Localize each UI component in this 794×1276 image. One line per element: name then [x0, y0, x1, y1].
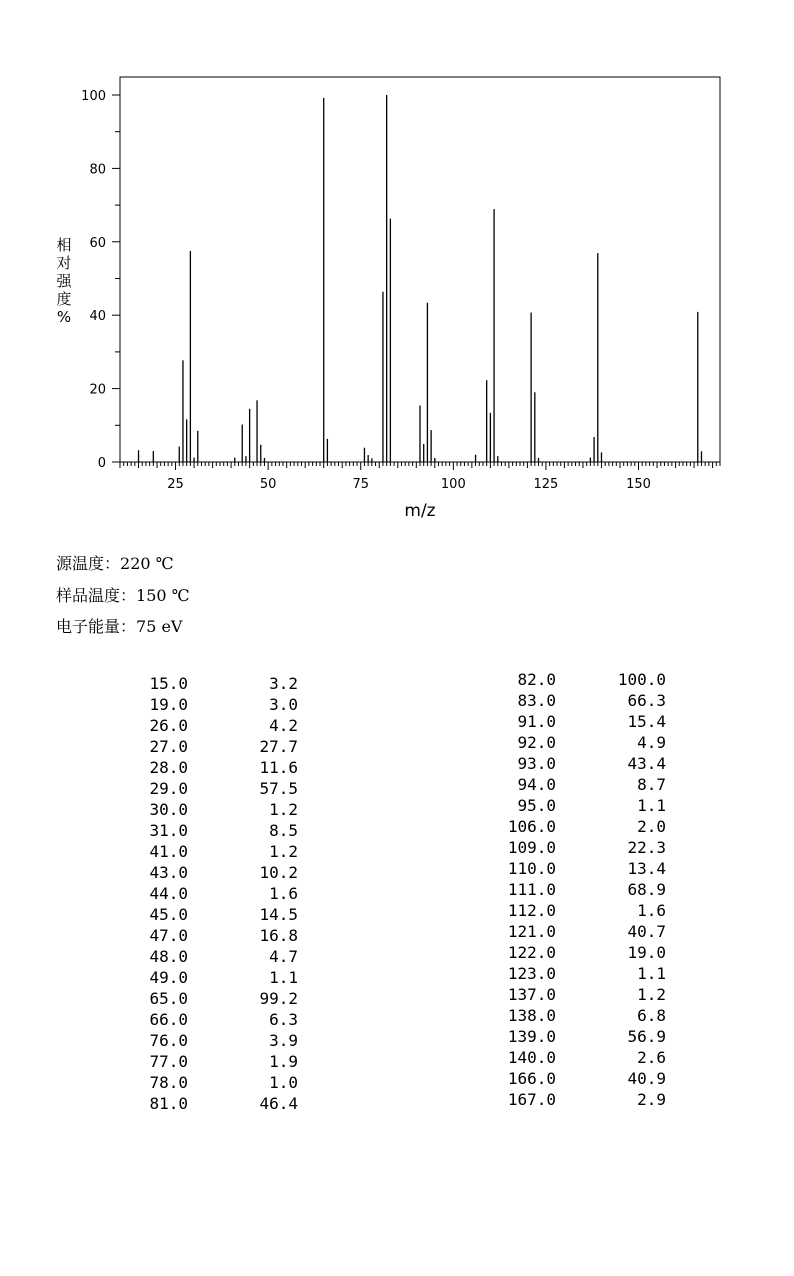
condition-label: 样品温度： [56, 586, 137, 605]
y-axis-label-char: 相 [56, 236, 72, 254]
peak-row [120, 1051, 320, 1072]
peak-mz: 82.0 [517, 670, 556, 689]
peak-mz: 83.0 [517, 691, 556, 710]
y-axis-label-char: 强 [56, 272, 72, 290]
peak-abundance: 3.0 [269, 695, 298, 714]
peak-abundance: 10.2 [259, 863, 298, 882]
peak-abundance: 1.6 [269, 884, 298, 903]
peak-mz: 140.0 [507, 1048, 556, 1067]
peak-abundance: 14.5 [259, 905, 298, 924]
peak-mz: 43.0 [149, 863, 188, 882]
peak-row [490, 921, 690, 942]
peak-abundance: 1.6 [637, 901, 666, 920]
condition-row [56, 614, 182, 637]
peak-mz: 91.0 [517, 712, 556, 731]
peak-abundance: 13.4 [627, 859, 666, 878]
peak-abundance: 1.2 [269, 842, 298, 861]
peak-abundance: 56.9 [627, 1027, 666, 1046]
x-tick-label: 25 [167, 477, 184, 492]
peak-mz: 137.0 [507, 985, 556, 1004]
peak-mz: 47.0 [149, 926, 188, 945]
peak-abundance: 3.9 [269, 1031, 298, 1050]
peak-mz: 106.0 [507, 817, 556, 836]
peak-row [120, 1072, 320, 1093]
peak-row [120, 841, 320, 862]
peak-mz: 138.0 [507, 1006, 556, 1025]
peak-mz: 48.0 [149, 947, 188, 966]
peak-row [490, 774, 690, 795]
peak-abundance: 11.6 [259, 758, 298, 777]
peak-mz: 77.0 [149, 1052, 188, 1071]
peak-mz: 93.0 [517, 754, 556, 773]
peak-abundance: 1.9 [269, 1052, 298, 1071]
peak-abundance: 6.3 [269, 1010, 298, 1029]
peak-abundance: 4.2 [269, 716, 298, 735]
peak-row [120, 799, 320, 820]
peak-abundance: 8.5 [269, 821, 298, 840]
peak-row [490, 984, 690, 1005]
condition-label: 电子能量： [56, 617, 137, 636]
x-axis-label: m/z [404, 501, 436, 521]
peak-row [120, 862, 320, 883]
peak-abundance: 66.3 [627, 691, 666, 710]
peak-row [120, 736, 320, 757]
peak-mz: 29.0 [149, 779, 188, 798]
y-axis-label-char: % [56, 308, 72, 326]
peak-row [120, 904, 320, 925]
peak-abundance: 1.1 [269, 968, 298, 987]
peak-abundance: 4.9 [637, 733, 666, 752]
peak-mz: 121.0 [507, 922, 556, 941]
y-tick-label: 0 [97, 456, 106, 471]
peak-mz: 44.0 [149, 884, 188, 903]
peak-row [120, 1030, 320, 1051]
peak-abundance: 68.9 [627, 880, 666, 899]
peak-abundance: 57.5 [259, 779, 298, 798]
peak-mz: 167.0 [507, 1090, 556, 1109]
peak-row [490, 1068, 690, 1089]
peak-row [490, 858, 690, 879]
peak-row [120, 715, 320, 736]
peak-mz: 30.0 [149, 800, 188, 819]
x-tick-label: 75 [352, 477, 370, 492]
peak-abundance: 46.4 [259, 1094, 298, 1113]
condition-label: 源温度： [56, 554, 121, 573]
x-tick-label: 50 [259, 477, 277, 492]
peak-abundance: 1.1 [637, 964, 666, 983]
peak-mz: 26.0 [149, 716, 188, 735]
peak-abundance: 1.2 [637, 985, 666, 1004]
peak-row [490, 1026, 690, 1047]
peak-mz: 94.0 [517, 775, 556, 794]
mass-spectrum-chart [0, 0, 794, 530]
peak-row [120, 967, 320, 988]
peak-abundance: 1.2 [269, 800, 298, 819]
peak-row [120, 925, 320, 946]
y-axis-label-char: 度 [56, 290, 72, 308]
peak-row [490, 963, 690, 984]
peak-row [490, 1047, 690, 1068]
peak-table-right [490, 669, 690, 1110]
peak-abundance: 3.2 [269, 674, 298, 693]
peak-row [120, 988, 320, 1009]
peak-mz: 123.0 [507, 964, 556, 983]
peak-mz: 122.0 [507, 943, 556, 962]
peak-mz: 41.0 [149, 842, 188, 861]
peak-mz: 95.0 [517, 796, 556, 815]
peak-row [490, 690, 690, 711]
peak-row [490, 711, 690, 732]
peak-mz: 76.0 [149, 1031, 188, 1050]
peak-row [490, 900, 690, 921]
peak-abundance: 2.6 [637, 1048, 666, 1067]
peak-mz: 166.0 [507, 1069, 556, 1088]
peak-mz: 111.0 [507, 880, 556, 899]
peak-row [490, 837, 690, 858]
peak-abundance: 1.1 [637, 796, 666, 815]
peak-row [120, 673, 320, 694]
peak-mz: 45.0 [149, 905, 188, 924]
peak-row [490, 942, 690, 963]
peak-mz: 49.0 [149, 968, 188, 987]
condition-row [56, 551, 174, 574]
peak-mz: 110.0 [507, 859, 556, 878]
condition-value: 75 eV [136, 617, 183, 636]
peak-row [120, 946, 320, 967]
peak-row [120, 694, 320, 715]
peak-abundance: 1.0 [269, 1073, 298, 1092]
peak-mz: 27.0 [149, 737, 188, 756]
peak-abundance: 40.9 [627, 1069, 666, 1088]
peak-abundance: 8.7 [637, 775, 666, 794]
peak-abundance: 40.7 [627, 922, 666, 941]
peak-row [490, 753, 690, 774]
peak-abundance: 19.0 [627, 943, 666, 962]
peak-row [490, 879, 690, 900]
peak-mz: 109.0 [507, 838, 556, 857]
y-axis-label-char: 对 [56, 254, 72, 272]
peak-mz: 19.0 [149, 695, 188, 714]
peak-row [120, 778, 320, 799]
peak-abundance: 22.3 [627, 838, 666, 857]
peak-abundance: 100.0 [617, 670, 666, 689]
peak-mz: 15.0 [149, 674, 188, 693]
peak-row [490, 1089, 690, 1110]
peak-abundance: 4.7 [269, 947, 298, 966]
peak-row [490, 795, 690, 816]
y-tick-label: 100 [81, 89, 106, 104]
peak-abundance: 2.9 [637, 1090, 666, 1109]
peak-mz: 65.0 [149, 989, 188, 1008]
peak-row [120, 820, 320, 841]
peak-mz: 78.0 [149, 1073, 188, 1092]
peak-abundance: 43.4 [627, 754, 666, 773]
peak-row [120, 1093, 320, 1114]
peak-row [490, 669, 690, 690]
condition-value: 150 ℃ [136, 586, 190, 605]
peak-row [120, 883, 320, 904]
peak-row [490, 816, 690, 837]
peak-mz: 66.0 [149, 1010, 188, 1029]
peak-mz: 139.0 [507, 1027, 556, 1046]
peak-mz: 81.0 [149, 1094, 188, 1113]
peak-abundance: 15.4 [627, 712, 666, 731]
peak-row [490, 732, 690, 753]
peak-mz: 28.0 [149, 758, 188, 777]
x-tick-label: 150 [626, 477, 651, 492]
peak-abundance: 99.2 [259, 989, 298, 1008]
plot-frame [120, 77, 720, 462]
peak-row [120, 757, 320, 778]
peak-row [490, 1005, 690, 1026]
peak-row [120, 1009, 320, 1030]
peak-abundance: 6.8 [637, 1006, 666, 1025]
peak-mz: 112.0 [507, 901, 556, 920]
peak-table-left [120, 673, 320, 1114]
y-tick-label: 60 [89, 235, 106, 251]
peak-abundance: 16.8 [259, 926, 298, 945]
peak-abundance: 27.7 [259, 737, 298, 756]
peak-mz: 31.0 [149, 821, 188, 840]
condition-value: 220 ℃ [120, 554, 174, 573]
peak-abundance: 2.0 [637, 817, 666, 836]
peak-mz: 92.0 [517, 733, 556, 752]
condition-row [56, 583, 190, 606]
y-tick-label: 40 [89, 309, 106, 325]
x-tick-label: 125 [533, 477, 559, 492]
y-tick-label: 20 [89, 382, 106, 398]
y-axis-label [56, 236, 72, 326]
x-tick-label: 100 [440, 477, 466, 492]
y-tick-label: 80 [89, 162, 106, 178]
